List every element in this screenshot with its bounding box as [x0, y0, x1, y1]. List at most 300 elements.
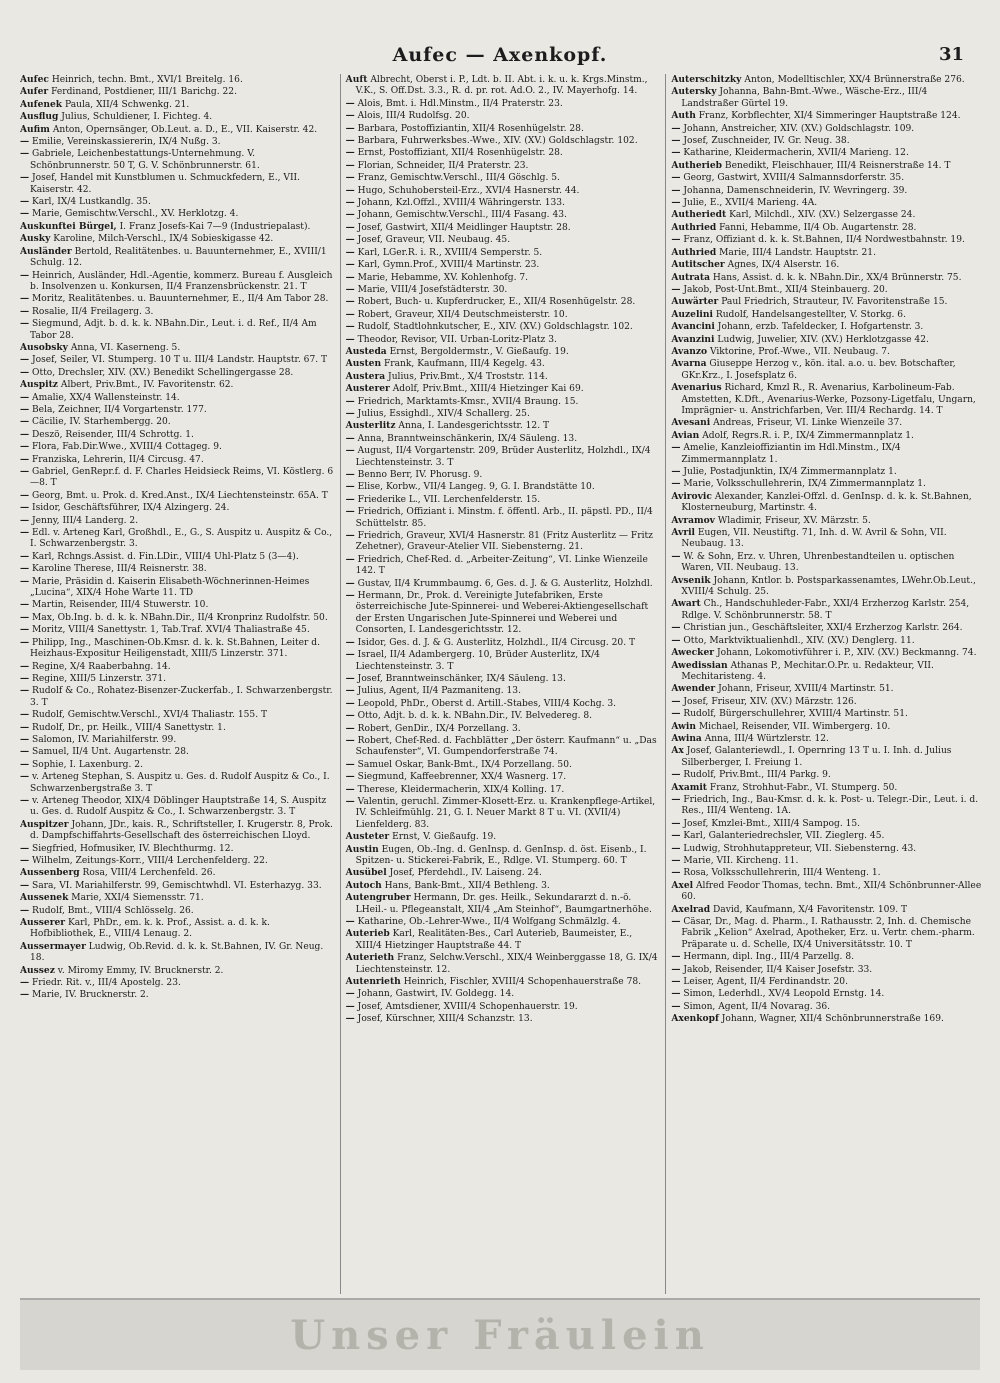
- entry-text: Alfred Feodor Thomas, techn. Bmt., XII/4 Schönbrunner-Allee 60.: [681, 880, 982, 903]
- entry-headword: —: [20, 746, 30, 758]
- entry-text: Robert, Chef-Red. d. Fachblätter „Der österr. Kaufmann“ u. „Das Schaufenster“, VI. Gumpendorferstraße 74.: [355, 735, 657, 758]
- entry-headword: —: [345, 234, 355, 246]
- entry-text: Josef, Pferdehdl., IV. Laiseng. 24.: [389, 868, 542, 879]
- directory-entry: [346, 147, 660, 159]
- entry-text: Johann, Lokomotivführer i. P., XIV. (XV.) Beckmanng. 74.: [716, 648, 977, 659]
- directory-entry: [671, 222, 985, 234]
- entry-text: Bertold, Realitätenbes. u. Bauunternehmer, E., XVIII/1 Schulg. 12.: [30, 246, 327, 269]
- directory-entry: [346, 383, 660, 395]
- entry-headword: —: [20, 636, 30, 648]
- directory-entry: [20, 367, 334, 379]
- entry-headword: —: [345, 159, 355, 171]
- entry-text: Josef, Handel mit Kunstblumen u. Schmuckfedern, E., VII. Kaiserstr. 42.: [30, 173, 301, 195]
- entry-text: Wilhelm, Zeitungs-Korr., VIII/4 Lerchenfelderg. 22.: [32, 856, 268, 866]
- directory-entry: [346, 928, 660, 952]
- entry-headword: —: [345, 221, 355, 233]
- entry-headword: —: [345, 590, 355, 602]
- directory-entry: [346, 916, 660, 928]
- entry-headword: —: [20, 366, 30, 378]
- directory-entry: [346, 1013, 660, 1025]
- entry-headword: —: [20, 208, 30, 220]
- directory-entry: [20, 293, 334, 305]
- directory-entry: [346, 578, 660, 590]
- entry-headword: —: [345, 530, 355, 542]
- entry-headword: —: [671, 466, 681, 477]
- entry-text: Isidor, Ges. d. J. & G. Austerlitz, Holzhdl., II/4 Circusg. 20. T: [357, 637, 636, 648]
- entry-headword: —: [345, 110, 355, 122]
- entry-headword: —: [20, 269, 30, 281]
- footer-advertisement: [20, 1298, 980, 1370]
- directory-entry: [20, 599, 334, 611]
- entry-headword: —: [671, 135, 681, 147]
- entry-headword: —: [20, 879, 30, 891]
- entry-text: Ludwig, Strohhutappreteur, VII. Siebensterng. 43.: [683, 843, 917, 854]
- entry-headword: Ausserer: [20, 917, 66, 929]
- entry-headword: Auterieth: [345, 952, 395, 964]
- entry-headword: Auth: [671, 110, 696, 122]
- directory-entry: [20, 855, 334, 867]
- entry-headword: —: [20, 403, 30, 415]
- entry-text: Jakob, Reisender, II/4 Kaiser Josefstr. 33.: [683, 964, 873, 975]
- entry-text: Robert, Buch- u. Kupferdrucker, E., XII/4 Rosenhügelstr. 28.: [357, 297, 636, 308]
- entry-headword: —: [345, 916, 355, 928]
- entry-text: Ludwig, Juwelier, XIV. (XV.) Herklotzgasse 42.: [717, 334, 929, 345]
- directory-entry: [20, 771, 334, 795]
- entry-text: Marie, III/4 Landstr. Hauptstr. 21.: [719, 247, 876, 258]
- entry-headword: —: [20, 794, 30, 806]
- entry-headword: —: [20, 685, 30, 697]
- directory-entry: [20, 490, 334, 502]
- entry-text: Max, Ob.Ing. b. d. k. k. NBahn.Dir., II/4 Kronprinz Rudolfstr. 50.: [32, 612, 328, 623]
- directory-entry: [20, 342, 334, 354]
- directory-entry: [671, 830, 985, 842]
- directory-entry: [346, 110, 660, 122]
- directory-entry: [671, 296, 985, 308]
- directory-entry: [671, 708, 985, 720]
- entry-text: Agnes, IX/4 Alserstr. 16.: [727, 260, 840, 271]
- entry-text: Siegmund, Adjt. b. d. k. k. NBahn.Dir., Leut. i. d. Ref., II/4 Am Tabor 28.: [30, 319, 317, 341]
- entry-text: Johann, Anstreicher, XIV. (XV.) Goldschlagstr. 109.: [683, 123, 915, 134]
- entry-headword: —: [20, 391, 30, 403]
- entry-text: Rudolf, Dr., pr. Heilk., VIII/4 Sanettystr. 1.: [32, 722, 226, 733]
- directory-entry: [346, 637, 660, 649]
- entry-headword: —: [20, 502, 30, 514]
- directory-entry: [671, 904, 985, 916]
- directory-entry: [346, 880, 660, 892]
- entry-text: Giuseppe Herzog v., kön. ital. a.o. u. bev. Botschafter, GKr.Krz., I. Josefsplatz 6.: [681, 359, 956, 381]
- directory-entry: [671, 745, 985, 769]
- directory-entry: [20, 624, 334, 636]
- entry-text: Rosalie, II/4 Freilagerg. 3.: [32, 306, 154, 317]
- entry-headword: —: [345, 184, 355, 196]
- directory-entry: [20, 977, 334, 989]
- directory-entry: [346, 185, 660, 197]
- column-right: [665, 74, 985, 1294]
- directory-entry: [20, 441, 334, 453]
- entry-text: Sara, VI. Mariahilferstr. 99, Gemischtwhdl. VI. Esterhazyg. 33.: [32, 880, 322, 891]
- entry-text: Barbara, Postoffiziantin, XII/4 Rosenhügelstr. 28.: [357, 123, 584, 134]
- entry-text: Rosa, VIII/4 Lerchenfeld. 26.: [82, 868, 216, 879]
- directory-entry: [671, 1013, 985, 1025]
- entry-text: Simon, Lederhdl., XV/4 Leopold Ernstg. 14.: [683, 989, 885, 1000]
- entry-headword: —: [345, 246, 355, 258]
- directory-entry: [671, 721, 985, 733]
- directory-entry: [346, 346, 660, 358]
- entry-headword: Aufenek: [20, 98, 63, 110]
- directory-entry: [20, 99, 334, 111]
- entry-headword: —: [20, 855, 30, 866]
- entry-headword: Autoch: [345, 879, 382, 891]
- entry-text: Julius, Priv.Bmt., X/4 Troststr. 114.: [388, 371, 548, 382]
- entry-text: Marie, IV. Brucknerstr. 2.: [32, 990, 149, 1001]
- entry-text: Marie, Volksschullehrerin, IX/4 Zimmermannplatz 1.: [683, 479, 926, 490]
- entry-text: Julius, Schuldiener, I. Fichteg. 4.: [61, 112, 213, 123]
- directory-entry: [671, 321, 985, 333]
- entry-headword: Authried: [671, 221, 717, 233]
- directory-entry: [671, 160, 985, 172]
- entry-headword: —: [345, 506, 355, 518]
- directory-entry: [346, 259, 660, 271]
- directory-entry: [671, 976, 985, 988]
- entry-text: Rudolf, Bürgerschullehrer, XVIII/4 Martinstr. 51.: [683, 709, 908, 720]
- entry-text: Franz, Selchw.Verschl., XIX/4 Weinberggasse 18, G. IX/4 Liechtensteinstr. 12.: [355, 953, 658, 975]
- entry-text: Friedrich, Chef-Red. d. „Arbeiter-Zeitung“, VI. Linke Wienzeile 142. T: [355, 554, 648, 577]
- entry-headword: —: [345, 481, 355, 493]
- directory-entry: [671, 478, 985, 490]
- entry-text: Johann, JDr., kais. R., Schriftsteller, I. Krugerstr. 8, Prok. d. Dampfschiffahrts-Gesellschaft des österreichischen Lloyd.: [30, 819, 333, 842]
- directory-entry: [346, 420, 660, 432]
- entry-text: Anna, III/4 Würtzlerstr. 12.: [704, 733, 829, 744]
- entry-text: Karl, Gymn.Prof., XVIII/4 Martinstr. 23.: [357, 260, 540, 271]
- entry-text: Hans, Assist. d. k. k. NBahn.Dir., XX/4 Brünnerstr. 75.: [712, 272, 962, 283]
- directory-entry: [671, 647, 985, 659]
- entry-text: Elise, Korbw., VII/4 Langeg. 9, G. I. Brandstätte 10.: [357, 482, 595, 493]
- entry-text: Moritz, Realitätenbes. u. Bauunternehmer, E., II/4 Am Tabor 28.: [32, 294, 329, 305]
- directory-entry: [346, 321, 660, 333]
- entry-text: Rudolf, Handelsangestellter, V. Storkg. 6.: [715, 309, 906, 320]
- entry-text: v. Arteneg Stephan, S. Auspitz u. Ges. d. Rudolf Auspitz & Co., I. Schwarzenbergstraße 3. T: [30, 772, 330, 794]
- entry-headword: —: [20, 148, 30, 160]
- directory-entry: [346, 759, 660, 771]
- entry-headword: Aussenberg: [20, 867, 80, 879]
- entry-headword: Auwärter: [671, 296, 719, 308]
- directory-entry: [20, 709, 334, 721]
- directory-entry: [671, 843, 985, 855]
- directory-entry: [346, 723, 660, 735]
- directory-entry: [20, 661, 334, 673]
- entry-text: Katharine, Kleidermacherin, XVII/4 Marieng. 12.: [683, 148, 909, 159]
- entry-headword: —: [671, 1000, 681, 1012]
- directory-entry: [671, 575, 985, 599]
- directory-entry: [671, 234, 985, 246]
- entry-headword: —: [671, 988, 681, 1000]
- entry-text: Samuel Oskar, Bank-Bmt., IX/4 Porzellang. 50.: [357, 759, 572, 770]
- entry-headword: —: [20, 196, 30, 208]
- entry-text: Josef, Graveur, VII. Neubaug. 45.: [357, 235, 511, 246]
- entry-text: Alois, III/4 Rudolfsg. 20.: [357, 111, 470, 122]
- entry-headword: —: [671, 478, 681, 490]
- directory-entry: [20, 867, 334, 879]
- entry-text: Cäsar, Dr., Mag. d. Pharm., I. Rathausstr. 2, Inh. d. Chemische Fabrik „Kelion“ Axelrad, Apotheker, Erz. u. Vertr. chem.-pharm. Präparate u. d. Schelle, IX/4 Universitätsstr. 10. T: [681, 917, 975, 950]
- entry-text: Sophie, I. Laxenburg. 2.: [32, 759, 143, 770]
- directory-entry: [671, 782, 985, 794]
- entry-text: Florian, Schneider, II/4 Praterstr. 23.: [357, 160, 529, 171]
- entry-text: Jenny, III/4 Landerg. 2.: [32, 515, 139, 526]
- entry-text: Martin, Reisender, III/4 Stuwerstr. 10.: [32, 600, 209, 611]
- entry-headword: —: [345, 722, 355, 734]
- directory-entry: [671, 382, 985, 417]
- entry-headword: Avenarius: [671, 382, 722, 394]
- entry-text: Fanni, Hebamme, II/4 Ob. Augartenstr. 28.: [719, 222, 917, 233]
- directory-entry: [346, 698, 660, 710]
- directory-entry: [20, 637, 334, 661]
- entry-headword: Ausobsky: [20, 341, 68, 353]
- entry-text: Marie, Gemischtw.Verschl., XV. Herklotzg. 4.: [32, 209, 239, 220]
- directory-entry: [671, 951, 985, 963]
- directory-entry: [20, 502, 334, 514]
- entry-headword: —: [345, 1000, 355, 1012]
- directory-entry: [671, 527, 985, 551]
- entry-text: Marie, VII. Kircheng. 11.: [683, 856, 799, 866]
- entry-headword: Ausflug: [20, 111, 59, 123]
- entry-headword: —: [671, 172, 681, 184]
- entry-headword: —: [345, 577, 355, 589]
- entry-text: August, II/4 Vorgartenstr. 209, Brüder Austerlitz, Holzhdl., IX/4 Liechtensteinstr. 3. T: [355, 446, 651, 468]
- entry-headword: Auft: [345, 74, 368, 85]
- entry-headword: —: [345, 734, 355, 746]
- column-middle: [340, 74, 660, 1294]
- entry-text: Friederike L., VII. Lerchenfelderstr. 15.: [357, 494, 541, 505]
- entry-text: Rudolf & Co., Rohatez-Bisenzer-Zuckerfab., I. Schwarzenbergstr. 3. T: [30, 686, 333, 708]
- entry-text: Julie, E., XVII/4 Marieng. 4A.: [683, 198, 818, 209]
- entry-headword: —: [345, 697, 355, 709]
- directory-entry: [346, 222, 660, 234]
- entry-headword: Austin: [345, 843, 379, 855]
- page-number: 31: [938, 44, 964, 65]
- entry-headword: —: [20, 977, 30, 989]
- directory-entry: [671, 135, 985, 147]
- entry-headword: —: [671, 842, 681, 854]
- entry-headword: Austeter: [345, 831, 390, 843]
- directory-entry: [671, 442, 985, 466]
- entry-text: Bela, Zeichner, II/4 Vorgartenstr. 177.: [32, 404, 207, 415]
- entry-text: Alois, Bmt. i. Hdl.Minstm., II/4 Praterstr. 23.: [357, 98, 563, 109]
- entry-headword: —: [671, 916, 681, 928]
- entry-headword: —: [671, 793, 681, 805]
- entry-text: v. Arteneg Theodor, XIX/4 Döblinger Hauptstraße 14, S. Auspitz u. Ges. d. Rudolf Auspitz & Co., I. Schwarzenbergstr. 3. T: [30, 795, 327, 818]
- entry-text: Wladimir, Friseur, XV. Märzstr. 5.: [717, 515, 871, 526]
- directory-entry: [671, 259, 985, 271]
- entry-text: Karl, Realitäten-Bes., Carl Auterieb, Baumeister, E., XIII/4 Hietzinger Hauptstraße 44. T: [355, 929, 633, 951]
- directory-entry: [671, 491, 985, 515]
- entry-text: Christian jun., Geschäftsleiter, XXI/4 Erzherzog Karlstr. 264.: [683, 623, 963, 634]
- directory-entry: [346, 673, 660, 685]
- entry-text: Hermann, Dr. ges. Heilk., Sekundararzt d. n.-ö. LHeil.- u. Pflegeanstalt, XII/4 „Am Steinhof“, Baumgartnerhöhe.: [355, 893, 652, 915]
- entry-headword: —: [671, 622, 681, 634]
- directory-entry: [671, 794, 985, 818]
- entry-headword: Aufim: [20, 123, 50, 135]
- directory-entry: [20, 318, 334, 342]
- entry-text: Franz, Offiziant d. k. k. St.Bahnen, II/4 Nordwestbahnstr. 19.: [683, 235, 965, 246]
- directory-entry: [20, 734, 334, 746]
- directory-entry: [671, 867, 985, 879]
- entry-headword: —: [345, 771, 355, 783]
- entry-text: Hermann, Dr., Prok. d. Vereinigte Jutefabriken, Erste österreichische Jute-Spinnerei- und Weberei-Aktiengesellschaft der Ersten Ungarischen Jute-Spinnerei und Weberei und Consorten, I. Landesgerichtsstr. 12.: [355, 591, 649, 636]
- column-left: [20, 74, 334, 1294]
- directory-entry: [20, 233, 334, 245]
- entry-text: Cäcilie, IV. Starhembergg. 20.: [32, 417, 171, 428]
- entry-text: Rudolf, Gemischtw.Verschl., XVI/4 Thaliastr. 155. T: [32, 710, 268, 721]
- entry-text: Amelie, Kanzleioffiziantin im Hdl.Minstm., IX/4 Zimmermannplatz 1.: [681, 443, 901, 465]
- entry-text: Deszö, Reisender, III/4 Schrottg. 1.: [32, 429, 194, 440]
- directory-entry: [346, 481, 660, 493]
- entry-text: Heinrich, techn. Bmt., XVI/1 Breitelg. 16.: [51, 75, 243, 85]
- entry-text: Ernst, V. Gießaufg. 19.: [392, 832, 497, 843]
- entry-text: Frank, Kaufmann, III/4 Kegelg. 43.: [383, 359, 545, 370]
- directory-entry: [346, 160, 660, 172]
- entry-headword: —: [20, 733, 30, 745]
- page-header: [20, 42, 980, 72]
- entry-headword: —: [671, 951, 681, 963]
- entry-text: Karl, IX/4 Lustkandlg. 35.: [32, 197, 151, 208]
- entry-text: Johann, Gastwirt, IV. Goldegg. 14.: [357, 989, 515, 1000]
- entry-headword: Axel: [671, 879, 694, 891]
- directory-entry: [671, 696, 985, 708]
- entry-text: Paula, XII/4 Schwenkg. 21.: [64, 99, 190, 110]
- entry-headword: —: [345, 710, 355, 722]
- directory-entry: [671, 683, 985, 695]
- entry-headword: Authried: [671, 246, 717, 258]
- directory-entry: [346, 735, 660, 759]
- entry-text: Friedrich, Offiziant i. Minstm. f. öffentl. Arb., II. päpstl. PD., II/4 Schüttelstr. 85.: [355, 507, 653, 529]
- entry-text: Barbara, Fuhrwerksbes.-Wwe., XIV. (XV.) Goldschlagstr. 102.: [357, 136, 638, 147]
- entry-text: Johann, Kzl.Offzl., XVIII/4 Währingerstr. 133.: [357, 198, 565, 209]
- directory-entry: [671, 346, 985, 358]
- entry-text: David, Kaufmann, X/4 Favoritenstr. 109. T: [713, 904, 908, 915]
- entry-text: Gabriele, Leichenbestattungs-Unternehmung. V. Schönbrunnerstr. 50 T, G. V. Schönbrunnerstr. 61.: [30, 149, 260, 171]
- entry-headword: —: [345, 321, 355, 333]
- entry-text: Rudolf, Stadtlohnkutscher, E., XIV. (XV.) Goldschlagstr. 102.: [357, 322, 633, 333]
- directory-entry: [346, 135, 660, 147]
- directory-entry: [346, 590, 660, 637]
- entry-text: Friedrich, Ing., Bau-Kmsr. d. k. k. Post- u. Telegr.-Dir., Leut. i. d. Res., III/4 Wenteng. 1A.: [681, 794, 979, 817]
- entry-text: Julie, Postadjunktin, IX/4 Zimmermannplatz 1.: [683, 467, 897, 477]
- entry-text: Friedrich, Marktamts-Kmsr., XVII/4 Braung. 15.: [357, 396, 579, 407]
- directory-entry: [346, 988, 660, 1000]
- entry-headword: —: [345, 333, 355, 345]
- entry-text: Josef, Galanteriewdl., I. Opernring 13 T u. I. Inh. d. Julius Silberberger, I. Freiung 1.: [681, 746, 952, 768]
- entry-headword: —: [671, 976, 681, 988]
- directory-entry: [20, 354, 334, 366]
- entry-text: Johann, Friseur, XVIII/4 Martinstr. 51.: [718, 684, 894, 695]
- directory-entry: [671, 916, 985, 951]
- entry-headword: —: [345, 445, 355, 457]
- entry-headword: —: [345, 988, 355, 1000]
- entry-headword: Autengruber: [345, 892, 411, 904]
- entry-headword: Aufec: [20, 74, 49, 85]
- directory-entry: [671, 733, 985, 745]
- entry-text: Rosa, Volksschullehrerin, III/4 Wenteng. 1.: [683, 868, 881, 879]
- entry-text: Karoline Therese, III/4 Reisnerstr. 38.: [32, 564, 207, 575]
- directory-entry: [20, 86, 334, 98]
- entry-text: Simon, Agent, II/4 Novarag. 36.: [683, 1001, 831, 1012]
- entry-text: Siegmund, Kaffeebrenner, XX/4 Wasnerg. 17.: [357, 772, 567, 783]
- directory-entry: [671, 964, 985, 976]
- entry-headword: Autrata: [671, 271, 710, 283]
- directory-entry: [20, 905, 334, 917]
- entry-text: Johann, Wagner, XII/4 Schönbrunnerstraße 169.: [721, 1014, 944, 1025]
- entry-text: Josef, Seiler, VI. Stumperg. 10 T u. III/4 Landstr. Hauptstr. 67. T: [32, 355, 328, 366]
- entry-headword: Austeda: [345, 345, 387, 357]
- entry-headword: Aussez: [20, 964, 55, 976]
- directory-entry: [346, 771, 660, 783]
- entry-headword: Auzelini: [671, 308, 713, 320]
- directory-entry: [346, 74, 660, 98]
- directory-entry: [346, 334, 660, 346]
- directory-entry: [671, 818, 985, 830]
- entry-headword: —: [345, 407, 355, 419]
- directory-entry: [671, 309, 985, 321]
- directory-entry: [671, 247, 985, 259]
- entry-headword: —: [671, 855, 681, 866]
- entry-headword: —: [20, 904, 30, 916]
- entry-headword: —: [345, 271, 355, 283]
- entry-text: Karl, Milchdl., XIV. (XV.) Selzergasse 24.: [729, 210, 916, 221]
- entry-text: Franz, Strohhut-Fabr., VI. Stumperg. 50.: [709, 782, 898, 793]
- entry-headword: Axelrad: [671, 903, 711, 915]
- entry-headword: —: [20, 293, 30, 305]
- directory-entry: [671, 147, 985, 159]
- directory-entry: [346, 530, 660, 554]
- entry-text: Anton, Opernsänger, Ob.Leut. a. D., E., VII. Kaiserstr. 42.: [52, 124, 318, 135]
- entry-headword: —: [20, 989, 30, 1001]
- directory-entry: [20, 306, 334, 318]
- directory-entry: [346, 831, 660, 843]
- entry-headword: —: [671, 184, 681, 196]
- entry-text: Edl. v. Arteneg Karl, Großhdl., E., G., S. Auspitz u. Auspitz & Co., I. Schwarzenbergstr. 3.: [30, 528, 333, 550]
- entry-text: Katharine, Ob.-Lehrer-Wwe., II/4 Wolfgang Schmälzlg. 4.: [357, 917, 621, 928]
- entry-headword: Auterschitzky: [671, 74, 742, 85]
- entry-text: Emilie, Vereinskassiererin, IX/4 Nußg. 3.: [32, 137, 221, 148]
- entry-headword: —: [20, 354, 30, 366]
- directory-entry: [20, 576, 334, 600]
- entry-headword: —: [345, 259, 355, 271]
- directory-entry: [346, 952, 660, 976]
- directory-entry: [20, 685, 334, 709]
- directory-entry: [671, 988, 985, 1000]
- directory-entry: [346, 649, 660, 673]
- directory-entry: [20, 454, 334, 466]
- entry-headword: Aussenek: [20, 892, 69, 904]
- directory-entry: [20, 551, 334, 563]
- entry-text: v. Miromy Emmy, IV. Brucknerstr. 2.: [57, 965, 224, 976]
- entry-text: Johann, Gemischtw.Verschl., III/4 Fasang. 43.: [357, 210, 567, 221]
- directory-entry: [346, 272, 660, 284]
- directory-entry: [20, 379, 334, 391]
- entry-text: Josef, Zuschneider, IV. Gr. Neug. 38.: [683, 136, 850, 147]
- entry-headword: —: [20, 563, 30, 575]
- entry-headword: —: [20, 527, 30, 539]
- entry-headword: Avarna: [671, 358, 707, 370]
- directory-entry: [346, 1001, 660, 1013]
- directory-entry: [346, 408, 660, 420]
- entry-headword: Auspitzer: [20, 818, 69, 830]
- entry-text: Karl, LGer.R. i. R., XVIII/4 Semperstr. 5.: [357, 247, 543, 258]
- entry-text: Otto, Drechsler, XIV. (XV.) Benedikt Schellingergasse 28.: [32, 367, 294, 378]
- entry-text: Robert, GenDir., IX/4 Porzellang. 3.: [357, 723, 521, 734]
- entry-headword: Axenkopf: [671, 1013, 719, 1025]
- directory-entry: [671, 635, 985, 647]
